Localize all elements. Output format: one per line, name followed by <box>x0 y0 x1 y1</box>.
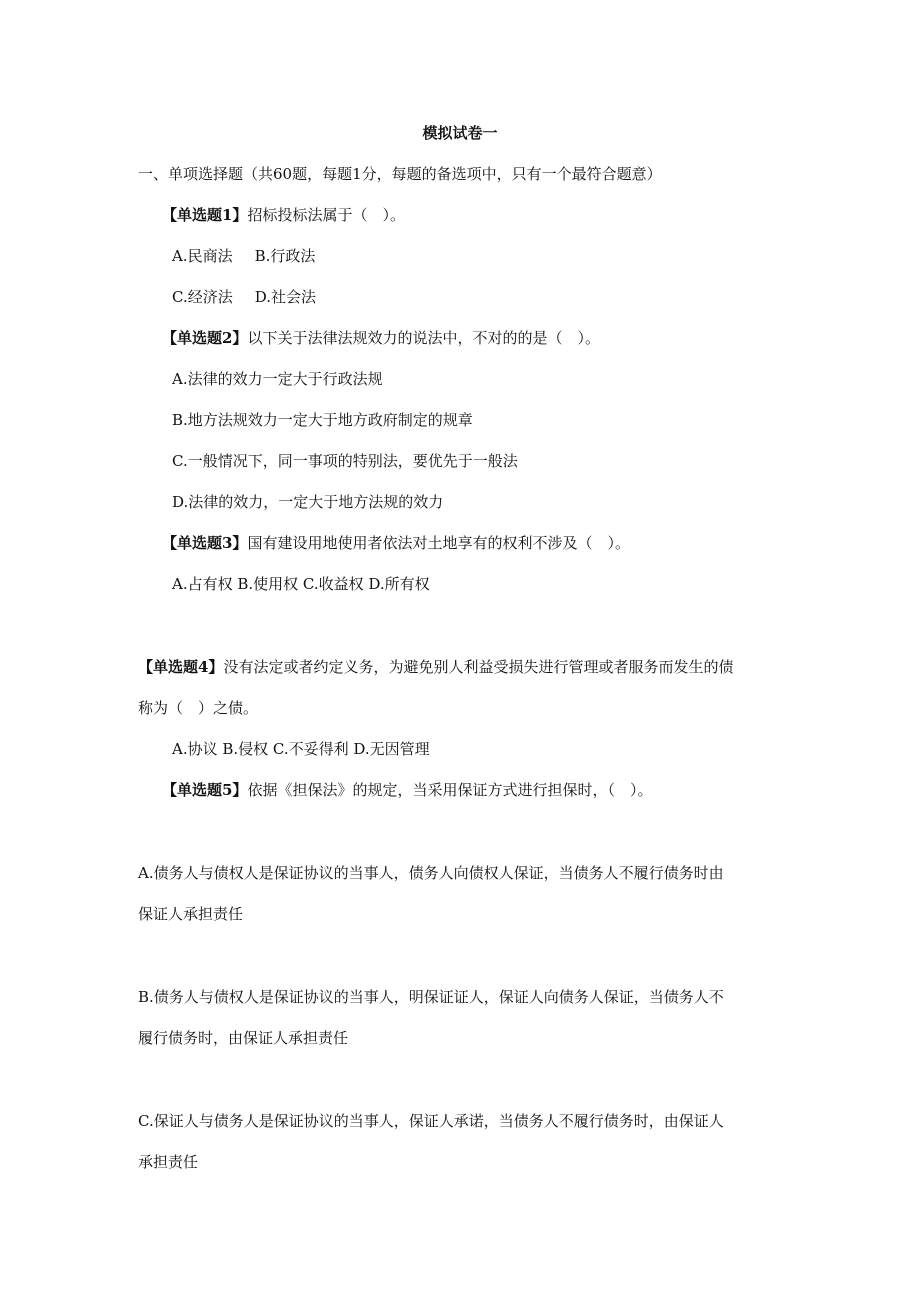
question-4 <box>138 657 733 677</box>
page-title: 模拟试卷一 <box>422 124 498 142</box>
option-b-line1: B.债务人与债权人是保证协议的当事人，明保证证人，保证人向债务人保证，当债务人不 <box>138 988 724 1006</box>
question-tag: 【单选题1】 <box>162 206 248 224</box>
option-d: D.法律的效力，一定大于地方法规的效力 <box>172 493 444 511</box>
question-5 <box>162 780 652 800</box>
question-stem-line1: 没有法定或者约定义务，为避免别人利益受损失进行管理或者服务而发生的债 <box>223 658 734 676</box>
question-stem-line2: 称为（ ）之债。 <box>138 699 259 717</box>
options-inline: A.协议 B.侵权 C.不妥得利 D.无因管理 <box>172 740 430 758</box>
question-stem: 招标投标法属于（ ）。 <box>247 206 405 224</box>
option-b: B.地方法规效力一定大于地方政府制定的规章 <box>172 411 473 429</box>
question-tag: 【单选题3】 <box>162 534 248 552</box>
option-b-line2: 履行债务时，由保证人承担责任 <box>138 1029 349 1047</box>
option-b: B.行政法 <box>254 247 316 265</box>
question-stem: 国有建设用地使用者依法对土地享有的权利不涉及（ ）。 <box>247 534 630 552</box>
option-line <box>172 287 316 307</box>
option-a-line2: 保证人承担责任 <box>138 905 244 923</box>
section-heading: 一、单项选择题（共60题，每题1分，每题的备选项中，只有一个最符合题意） <box>138 165 662 183</box>
option-a: A.法律的效力一定大于行政法规 <box>172 370 383 388</box>
question-stem: 以下关于法律法规效力的说法中，不对的的是（ ）。 <box>247 329 600 347</box>
question-1 <box>162 205 405 225</box>
question-tag: 【单选题2】 <box>162 329 248 347</box>
option-a: A.民商法 <box>172 247 233 265</box>
question-3 <box>162 533 630 553</box>
option-c: C.经济法 <box>172 288 233 306</box>
options-inline: A.占有权 B.使用权 C.收益权 D.所有权 <box>172 575 430 593</box>
question-stem: 依据《担保法》的规定，当采用保证方式进行担保时，（ ）。 <box>247 781 653 799</box>
option-line <box>172 246 315 266</box>
question-2 <box>162 328 600 348</box>
option-d: D.社会法 <box>254 288 316 306</box>
question-tag: 【单选题5】 <box>162 781 248 799</box>
option-c: C.一般情况下，同一事项的特别法，要优先于一般法 <box>172 452 518 470</box>
option-a-line1: A.债务人与债权人是保证协议的当事人，债务人向债权人保证，当债务人不履行债务时由 <box>138 864 724 882</box>
option-c-line2: 承担责任 <box>138 1153 199 1171</box>
question-tag: 【单选题4】 <box>138 658 224 676</box>
option-c-line1: C.保证人与债务人是保证协议的当事人，保证人承诺，当债务人不履行债务时，由保证人 <box>138 1112 724 1130</box>
